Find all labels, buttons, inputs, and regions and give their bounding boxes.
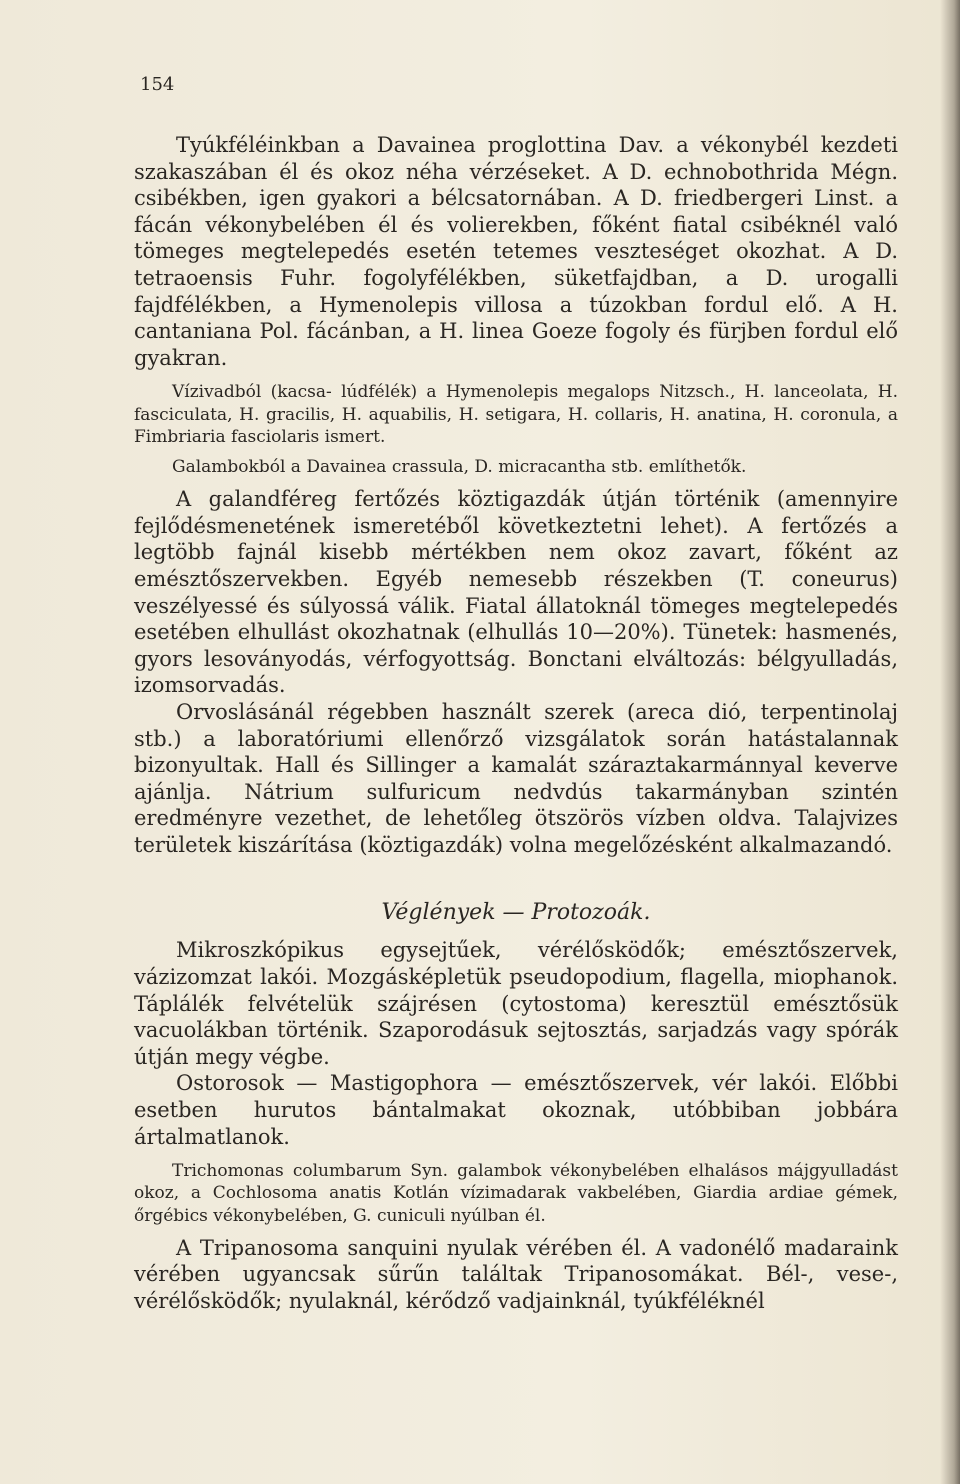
paragraph-flagellates: Ostorosok — Mastigophora — emésztőszervek, vér lakói. Előbbi esetben hurutos bántalmakat okoznak, utóbbiban jobbára ártalmatlanok. xyxy=(134,1071,898,1149)
paragraph-infection: A galandféreg fertőzés köztigazdák útján történik (amennyire fejlődésmenetének ismeretéből következtetni lehet). A fertőzés a legtöbb fajnál kisebb mértékben nem okoz zavart, főként az emésztőszervekben. Egyéb nemesebb részekben (T. coneurus) veszélyessé és súlyossá válik. Fiatal állatoknál tömeges megtelepedés esetében elhullást okozhatnak (elhullás 10—20%). Tünetek: hasmenés, gyors lesoványodás, vérfogyottság. Bonctani elváltozás: bélgyulladás, izomsorvadás. xyxy=(134,487,898,698)
page-number: 154 xyxy=(140,74,175,95)
page-text xyxy=(134,132,898,1315)
note-pigeons: Galambokból a Davainea crassula, D. micracantha stb. említhetők. xyxy=(172,456,747,477)
paragraph-tripanosoma: A Tripanosoma sanquini nyulak vérében él. A vadonélő madaraink vérében ugyancsak sűrűn találtak Tripanosomákat. Bél-, vese-, vérélősködők; nyulaknál, kérődző vadjainknál, tyúkféléknél xyxy=(134,1235,898,1314)
paragraph-treatment: Orvoslásánál régebben használt szerek (areca dió, terpentinolaj stb.) a laboratóriumi ellenőrző vizsgálatok során hatástalannak bizonyultak. Hall és Sillinger a kamalát száraztakarmánnyal keverve ajánlja. Nátrium sulfuricum nedvdús takarmányban szintén eredményre vezethet, de lehetőleg ötszörös vízben oldva. Talajvizes területek kiszárítása (köztigazdák) volna megelőzésként alkalmazandó. xyxy=(134,699,898,857)
note-trichomonas: Trichomonas columbarum Syn. galambok vékonybelében elhalásos májgyulladást okoz, a Cochlosoma anatis Kotlán vízimadarak vakbelében, Giardia ardiae gémek, őrgébics vékonybelében, G. cuniculi nyúlban él. xyxy=(134,1161,898,1226)
page-edge-shadow xyxy=(940,0,960,1484)
paragraph-fowl-tapeworms: Tyúkféléinkban a Davainea proglottina Dav. a vékonybél kezdeti szakaszában él és okoz néha vérzéseket. A D. echnobothrida Mégn. csibékben, igen gyakori a bélcsatornában. A D. friedbergeri Linst. a fácán vékonybelében él és volierekben, főként fiatal csibéknél való tömeges megtelepedés esetén tetemes veszteséget okozhat. A D. tetraoensis Fuhr. fogolyfélékben, süketfajdban, a D. urogalli fajdfélékben, a Hymenolepis villosa a túzokban fordul elő. A H. cantaniana Pol. fácánban, a H. linea Goeze fogoly és fürjben fordul elő gyakran. xyxy=(134,133,898,370)
section-heading: Véglények — Protozoák. xyxy=(381,900,651,926)
paragraph-protozoa: Mikroszkópikus egysejtűek, vérélősködők; emésztőszervek, vázizomzat lakói. Mozgásképletük pseudopodium, flagella, miophanok. Táplálék felvételük szájrésen (cytostoma) keresztül emésztősük vacuolákban történik. Szaporodásuk sejtosztás, sarjadzás vagy spórák útján megy végbe. xyxy=(134,938,898,1069)
note-waterfowl: Vízivadból (kacsa- lúdfélék) a Hymenolepis megalops Nitzsch., H. lanceolata, H. fasciculata, H. gracilis, H. aquabilis, H. setigara, H. collaris, H. anatina, H. coronula, a Fimbriaria fasciolaris ismert. xyxy=(134,382,898,447)
